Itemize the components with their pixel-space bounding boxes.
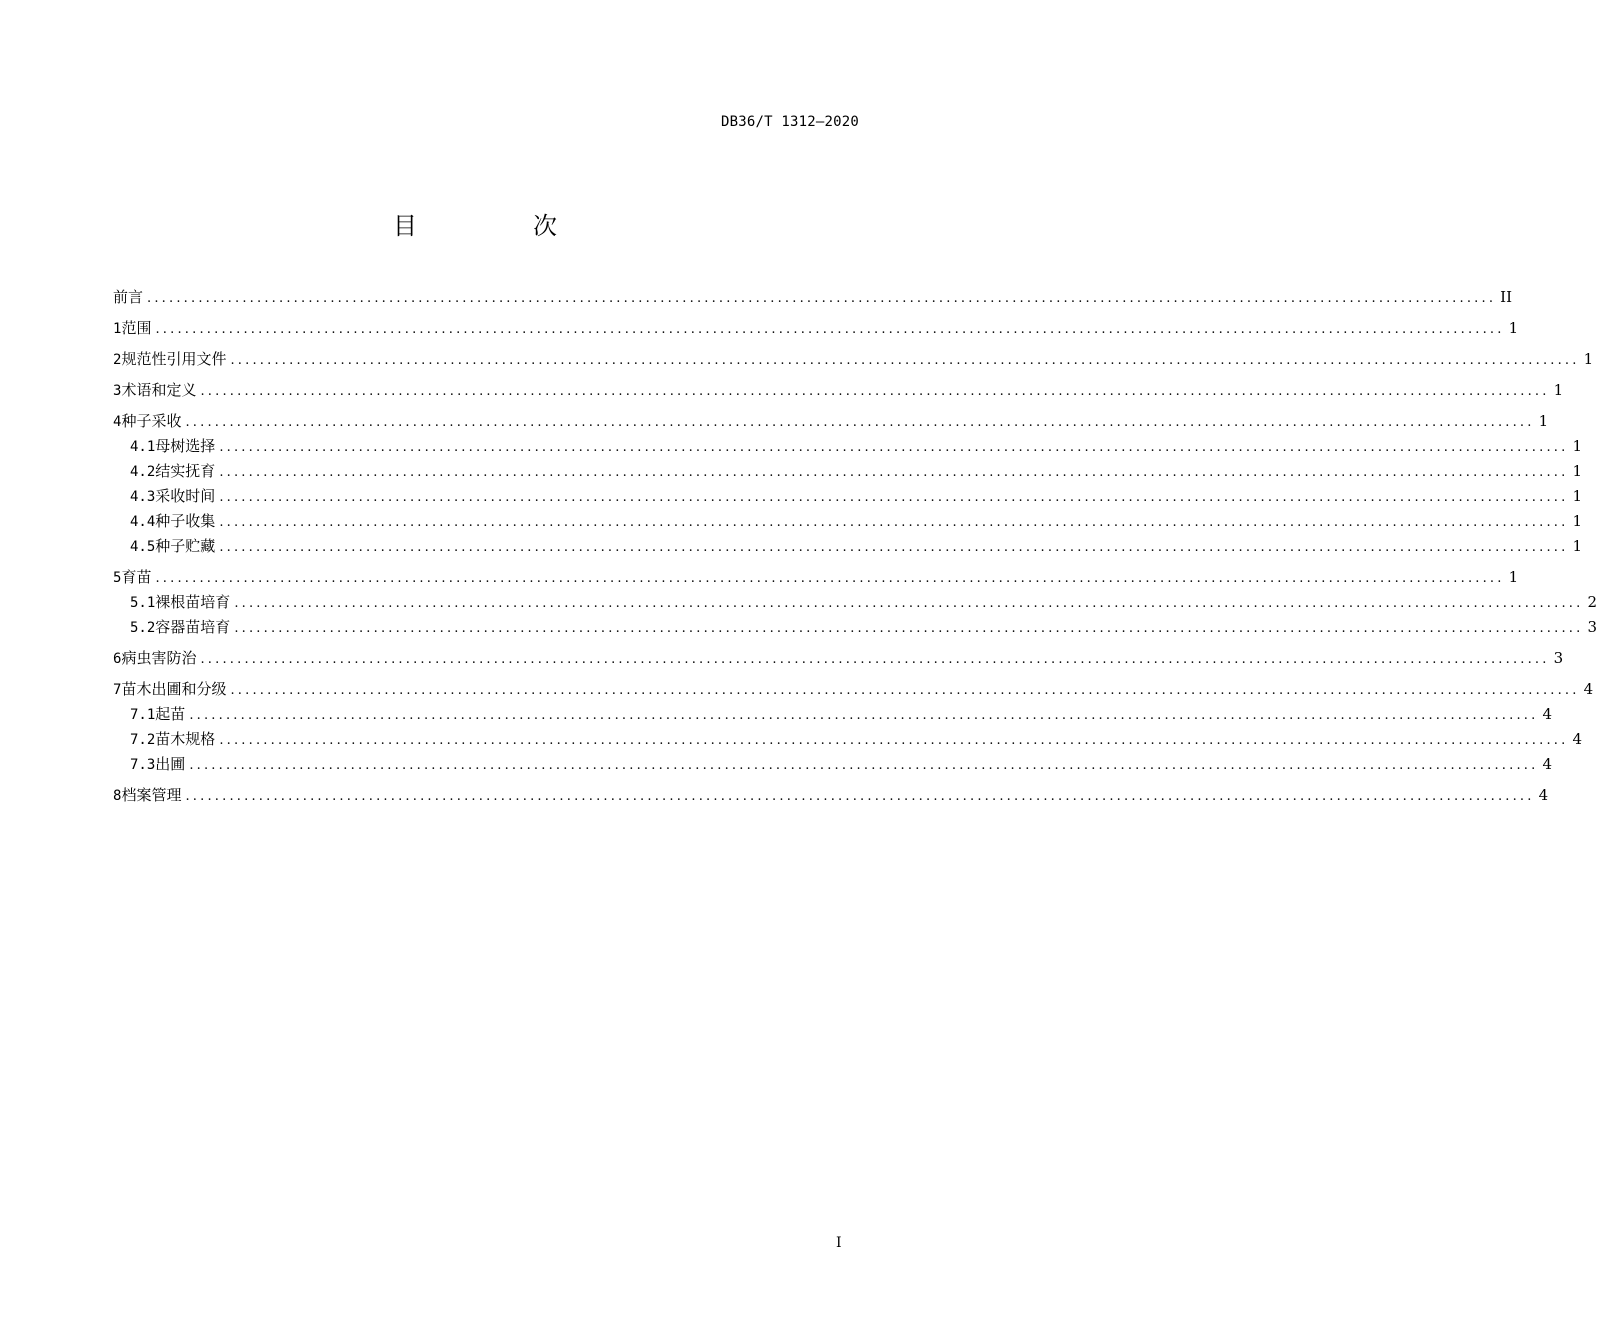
toc-entry-page: 1 [1583, 350, 1594, 368]
toc-entry-label: 母树选择 [155, 437, 216, 455]
toc-entry[interactable] [113, 460, 1583, 485]
toc-entry[interactable] [113, 784, 1549, 809]
toc-entry[interactable] [113, 485, 1583, 510]
toc-entry[interactable] [113, 286, 1513, 311]
toc-entry[interactable] [113, 703, 1553, 728]
toc-entry[interactable] [113, 410, 1549, 435]
toc-entry-label: 种子采收 [121, 412, 182, 430]
toc-entry[interactable] [113, 510, 1583, 535]
dot-leader [219, 440, 1568, 455]
toc-entry-label: 范围 [121, 319, 152, 337]
toc-entry-page: 1 [1572, 512, 1583, 530]
toc-entry-number: 4.3 [130, 489, 156, 505]
toc-entry[interactable] [113, 317, 1519, 342]
toc-entry-label: 出圃 [155, 755, 186, 773]
toc-entry-page: 4 [1583, 680, 1594, 698]
dot-leader [230, 353, 1579, 368]
dot-leader [219, 733, 1568, 748]
toc-entry[interactable] [113, 348, 1594, 373]
toc-entry-label: 规范性引用文件 [121, 350, 227, 368]
toc-entry-page: 3 [1587, 618, 1597, 636]
toc-entry-page: 3 [1553, 649, 1564, 667]
toc-entry[interactable] [113, 616, 1597, 641]
toc-entry-number: 7.2 [130, 732, 156, 748]
toc-entry[interactable] [113, 591, 1597, 616]
page-title: 目 次 [393, 212, 603, 240]
toc-entry[interactable] [113, 753, 1553, 778]
toc-entry-label: 起苗 [155, 705, 186, 723]
toc-entry-page: 4 [1538, 786, 1549, 804]
toc-entry-label: 采收时间 [155, 487, 216, 505]
toc-entry-number: 6 [113, 651, 122, 667]
dot-leader [234, 596, 1583, 611]
toc-entry-page: 2 [1587, 593, 1597, 611]
dot-leader [200, 652, 1549, 667]
toc-entry-number: 5 [113, 570, 122, 586]
toc-entry-number: 4 [113, 414, 122, 430]
toc-entry-page: 1 [1572, 537, 1583, 555]
toc-entry-number: 1 [113, 321, 122, 337]
toc-entry-label: 术语和定义 [121, 381, 197, 399]
toc-entry-number: 4.5 [130, 539, 156, 555]
toc-entry-label: 病虫害防治 [121, 649, 197, 667]
dot-leader [185, 789, 1534, 804]
dot-leader [155, 571, 1504, 586]
dot-leader [219, 490, 1568, 505]
toc-entry-label: 种子收集 [155, 512, 216, 530]
toc-entry-label: 结实抚育 [155, 462, 216, 480]
toc-entry-number: 3 [113, 383, 122, 399]
dot-leader [230, 683, 1579, 698]
dot-leader [189, 758, 1538, 773]
toc-entry-number: 7.3 [130, 757, 156, 773]
table-of-contents [113, 286, 1597, 809]
dot-leader [185, 415, 1534, 430]
toc-entry-number: 4.1 [130, 439, 156, 455]
toc-entry[interactable] [113, 678, 1594, 703]
dot-leader [234, 621, 1583, 636]
dot-leader [219, 465, 1568, 480]
toc-entry[interactable] [113, 566, 1519, 591]
toc-entry-page: 1 [1572, 487, 1583, 505]
toc-entry-page: 4 [1542, 705, 1553, 723]
toc-entry-page: 1 [1553, 381, 1564, 399]
document-code: DB36/T 1312—2020 [720, 114, 859, 130]
toc-entry-number: 4.4 [130, 514, 156, 530]
toc-entry-label: 容器苗培育 [155, 618, 231, 636]
toc-entry-number: 4.2 [130, 464, 156, 480]
dot-leader [147, 291, 1496, 306]
toc-entry-number: 8 [113, 788, 122, 804]
toc-entry-page: II [1500, 288, 1513, 306]
toc-entry-number: 5.1 [130, 595, 156, 611]
toc-entry-label: 档案管理 [121, 786, 182, 804]
dot-leader [219, 515, 1568, 530]
toc-entry-label: 前言 [113, 288, 144, 306]
toc-entry-number: 7.1 [130, 707, 156, 723]
toc-entry-number: 7 [113, 682, 122, 698]
toc-entry-label: 种子贮藏 [155, 537, 216, 555]
toc-entry-page: 1 [1538, 412, 1549, 430]
toc-entry-label: 裸根苗培育 [155, 593, 231, 611]
toc-entry-page: 1 [1572, 437, 1583, 455]
toc-entry-page: 1 [1572, 462, 1583, 480]
toc-entry-page: 4 [1542, 755, 1553, 773]
dot-leader [219, 540, 1568, 555]
toc-entry-page: 1 [1508, 319, 1519, 337]
toc-entry[interactable] [113, 435, 1583, 460]
toc-entry-page: 4 [1572, 730, 1583, 748]
toc-entry[interactable] [113, 379, 1564, 404]
toc-entry[interactable] [113, 728, 1583, 753]
dot-leader [200, 384, 1549, 399]
toc-entry-number: 2 [113, 352, 122, 368]
toc-entry-page: 1 [1508, 568, 1519, 586]
toc-entry-label: 苗木规格 [155, 730, 216, 748]
dot-leader [155, 322, 1504, 337]
page-number: I [836, 1235, 842, 1251]
toc-entry-label: 育苗 [121, 568, 152, 586]
toc-entry[interactable] [113, 647, 1564, 672]
toc-entry-number: 5.2 [130, 620, 156, 636]
toc-entry[interactable] [113, 535, 1583, 560]
dot-leader [189, 708, 1538, 723]
toc-entry-label: 苗木出圃和分级 [121, 680, 227, 698]
